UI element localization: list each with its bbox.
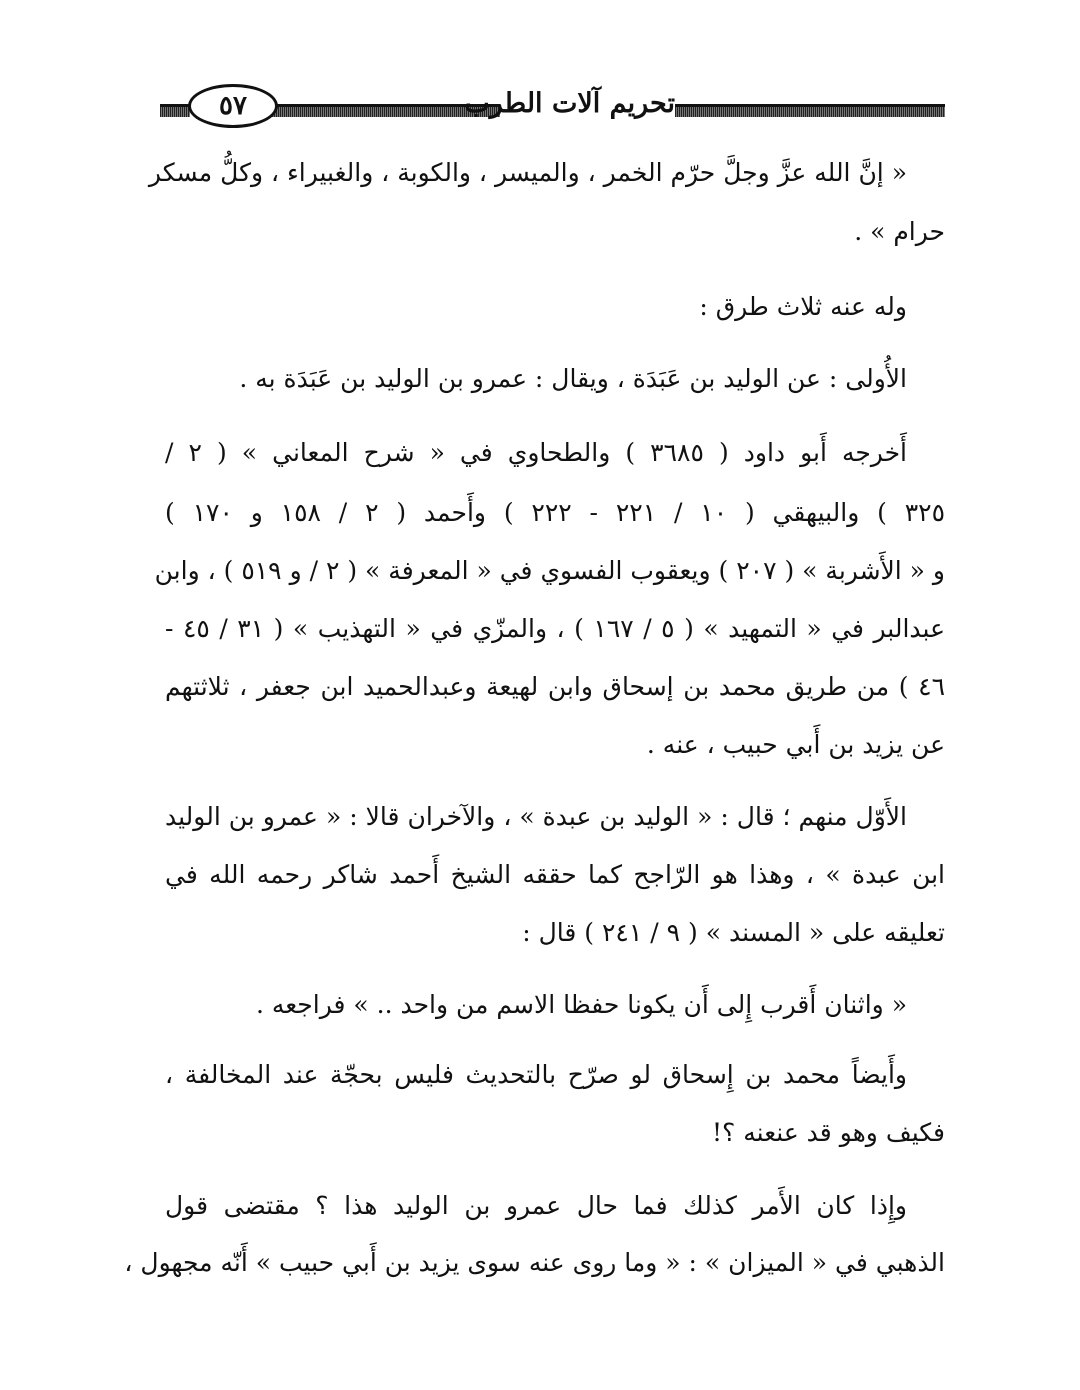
text-line: عن يزيد بن أَبي حبيب ، عنه . <box>646 730 945 759</box>
text-line: الأُولى : عن الوليد بن عَبَدَة ، ويقال : عمرو بن الوليد بن عَبَدَة به . <box>239 364 907 393</box>
text-line: الأَوّل منهم ؛ قال : « الوليد بن عبدة » ، والآخران قالا : « عمرو بن الوليد <box>165 802 907 831</box>
header-rule-left <box>160 104 190 117</box>
text-line: تعليقه على « المسند » ( ٩ / ٢٤١ ) قال : <box>522 918 945 947</box>
text-line: وإِذا كان الأَمر كذلك فما حال عمرو بن الوليد هذا ؟ مقتضى قول <box>165 1191 907 1220</box>
text-line: ٤٦ ) من طريق محمد بن إسحاق وابن لهيعة وعبدالحميد ابن جعفر ، ثلاثتهم <box>165 672 946 701</box>
text-line: حرام » . <box>854 217 945 246</box>
text-line: ابن عبدة » ، وهذا هو الرّاجح كما حققه الشيخ أَحمد شاكر رحمه الله في <box>165 860 945 889</box>
text-line: « واثنان أَقرب إِلى أَن يكونا حفظا الاسم من واحد .. » فراجعه . <box>255 990 907 1019</box>
text-line: فكيف وهو قد عنعنه ؟! <box>712 1118 945 1147</box>
header-rule-right <box>675 104 945 117</box>
book-title: تحريم آلات الطرب <box>464 88 675 119</box>
text-line: و « الأَشربة » ( ٢٠٧ ) ويعقوب الفسوي في « المعرفة » ( ٢ / و ٥١٩ ) ، وابن <box>154 556 945 585</box>
text-line: وأَيضاً محمد بن إِسحاق لو صرّح بالتحديث فليس بحجّة عند المخالفة ، <box>165 1060 907 1089</box>
text-line: وله عنه ثلاث طرق : <box>699 292 907 321</box>
text-line: أَخرجه أَبو داود ( ٣٦٨٥ ) والطحاوي في « شرح المعاني » ( ٢ / <box>165 438 907 467</box>
page-header <box>160 78 945 128</box>
text-line: « إنَّ الله عزَّ وجلَّ حرّم الخمر ، والميسر ، والكوبة ، والغبيراء ، وكلُّ مسكر <box>148 158 907 187</box>
page-number: ٥٧ <box>219 91 247 121</box>
text-line: عبدالبر في « التمهيد » ( ٥ / ١٦٧ ) ، والمزّي في « التهذيب » ( ٣١ / ٤٥ - <box>165 614 945 643</box>
text-line: ٣٢٥ ) والبيهقي ( ١٠ / ٢٢١ - ٢٢٢ ) وأَحمد ( ٢ / ١٥٨ و ١٧٠ ) <box>165 498 946 527</box>
text-line: الذهبي في « الميزان » : « وما روى عنه سوى يزيد بن أَبي حبيب » أَنّه مجهول ، <box>124 1248 945 1277</box>
page-number-badge <box>188 84 278 128</box>
